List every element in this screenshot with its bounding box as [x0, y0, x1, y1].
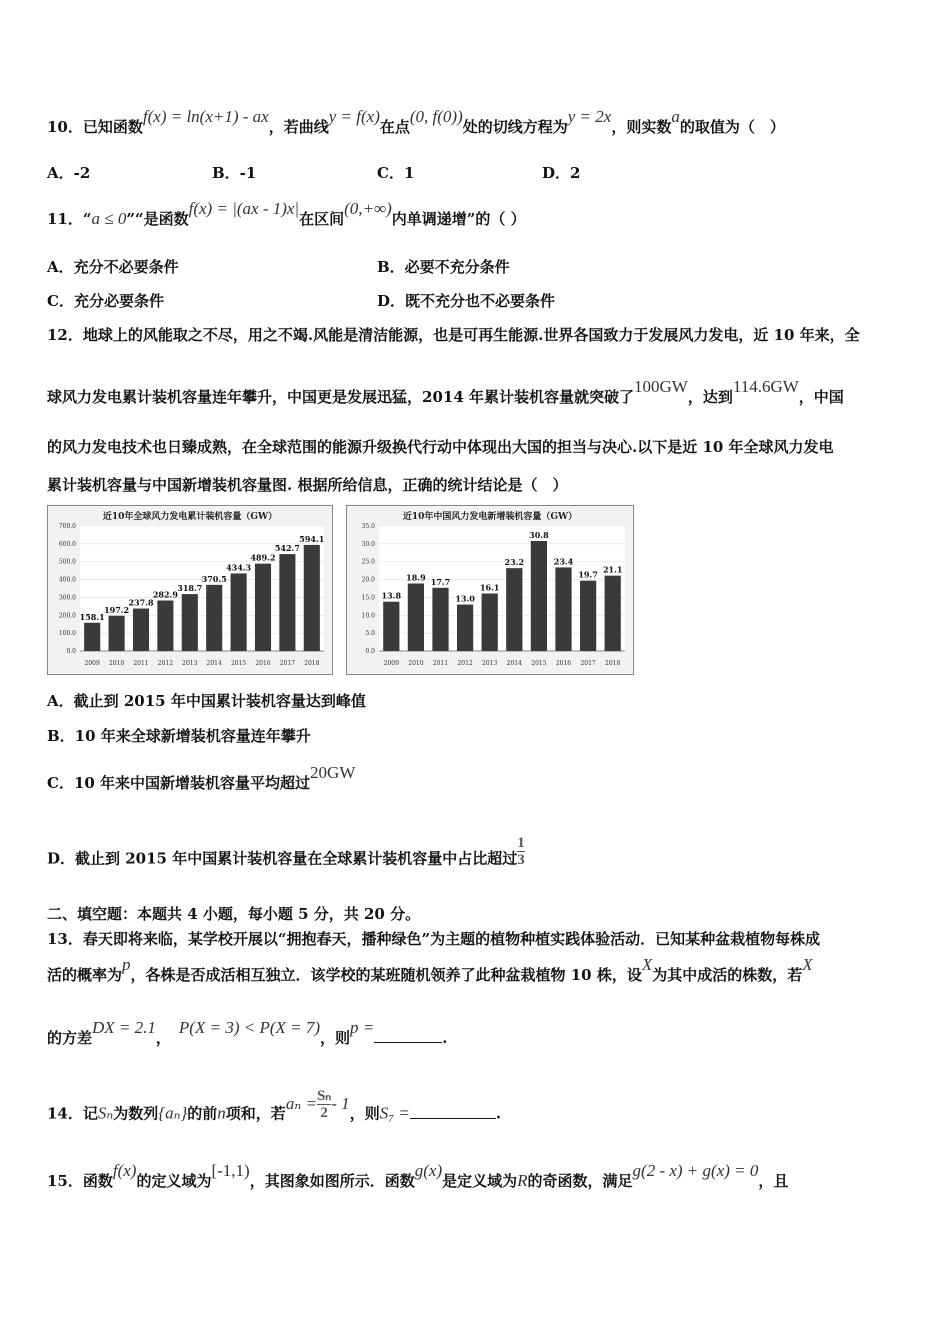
q12-option-b: B．10 年来全球新增装机容量连年攀升: [47, 727, 311, 745]
y-tick-label: 200.0: [58, 612, 76, 620]
data-label: 19.7: [578, 569, 598, 580]
question-14: 14．记Sₙ为数列{aₙ}的前n项和，若aₙ = $\frac{\text{Sₙ}}{2}$ - 1，则S₇ = .: [47, 1088, 502, 1123]
math-expression: y = 2x: [567, 107, 612, 126]
y-tick-label: 300.0: [58, 594, 76, 602]
data-label: 16.1: [479, 582, 500, 593]
math-expression: [-1,1): [211, 1161, 250, 1180]
x-tick-label: 2013: [182, 660, 198, 667]
math-expression: Sₙ: [97, 1103, 114, 1123]
y-tick-label: 600.0: [58, 540, 76, 548]
data-label: 23.4: [553, 556, 574, 567]
data-label: 158.1: [79, 611, 105, 622]
bar-2014: [506, 568, 522, 651]
bar-2013: [482, 594, 498, 652]
global-capacity-chart: [47, 505, 333, 675]
data-label: 434.3: [226, 562, 252, 573]
data-label: 17.7: [430, 576, 451, 587]
chart-title: 近10年中国风力发电新增装机容量（GW）: [402, 512, 578, 522]
y-tick-label: 35.0: [361, 523, 375, 530]
question-11: 11．“a ≤ 0”“是函数f(x) = |(ax - 1)x|在区间(0,+∞)内单调递增”的（ ）: [47, 199, 526, 228]
bar-2012: [457, 605, 473, 651]
china-new-capacity-chart: [346, 505, 634, 675]
math-expression: g(2 - x) + g(x) = 0: [632, 1161, 759, 1180]
q11-option-d: D．既不充分也不必要条件: [377, 292, 556, 310]
x-tick-label: 2017: [580, 660, 596, 667]
chart-svg: [347, 506, 633, 674]
data-label: 23.2: [504, 557, 525, 568]
section-heading: 二、填空题：本题共 4 小题，每小题 5 分，共 20 分。: [47, 905, 421, 923]
math-expression: (0,+∞): [344, 199, 392, 218]
x-tick-label: 2010: [108, 660, 125, 667]
math-expression: {aₙ}: [158, 1103, 188, 1123]
answer-blank[interactable]: [410, 1118, 496, 1119]
y-tick-label: 15.0: [361, 594, 375, 602]
math-expression: n: [217, 1103, 226, 1123]
x-tick-label: 2015: [531, 660, 547, 667]
x-tick-label: 2014: [506, 660, 522, 667]
bar-2012: [157, 600, 173, 651]
math-expression: 20GW: [310, 763, 356, 782]
q13-line-1: 13．春天即将来临，某学校开展以“拥抱春天，播种绿色”为主题的植物种植实践体验活动．已知某种盆栽植物每株成: [47, 930, 821, 948]
data-label: 30.8: [529, 530, 549, 540]
data-label: 13.8: [381, 590, 402, 601]
math-expression: a ≤ 0: [91, 209, 127, 228]
bar-2011: [133, 609, 149, 651]
x-tick-label: 2015: [230, 660, 247, 667]
math-expression: P(X = 3) < P(X = 7): [178, 1018, 321, 1037]
q12-option-c: C．10 年来中国新增装机容量平均超过20GW: [47, 763, 356, 792]
q11-option-a: A．充分不必要条件: [47, 258, 179, 276]
y-tick-label: 25.0: [361, 558, 375, 566]
x-tick-label: 2009: [383, 660, 399, 667]
y-tick-label: 400.0: [58, 576, 76, 584]
bar-2017: [580, 581, 596, 651]
data-label: 318.7: [177, 583, 203, 594]
y-tick-label: 0.0: [365, 648, 375, 655]
y-tick-label: 100.0: [58, 630, 76, 638]
math-expression: p: [122, 955, 131, 974]
q12-line-1: 12．地球上的风能取之不尽，用之不竭.风能是清洁能源，也是可再生能源.世界各国致力于发展风力发电，近 10 年来，全: [47, 326, 860, 344]
x-tick-label: 2012: [157, 660, 174, 667]
math-expression: p =: [350, 1018, 375, 1037]
x-tick-label: 2013: [482, 660, 498, 667]
bar-2014: [206, 585, 222, 651]
x-tick-label: 2016: [255, 660, 271, 667]
math-expression: f(x) = |(ax - 1)x|: [188, 199, 300, 218]
math-expression: X: [641, 955, 653, 974]
math-expression: f(x) = ln(x+1) - ax: [142, 107, 269, 126]
fraction: $\frac{\text{Sₙ}}{2}$: [316, 1088, 332, 1121]
bar-2010: [408, 584, 424, 652]
q10-option-c: C．1: [377, 164, 415, 182]
bar-2016: [555, 567, 571, 651]
bar-2009: [84, 623, 100, 651]
x-tick-label: 2011: [432, 660, 449, 667]
q12-line-2: 球风力发电累计装机容量连年攀升，中国更是发展迅猛，2014 年累计装机容量就突破了100GW，达到114.6GW，中国: [47, 377, 844, 406]
math-expression: DX = 2.1: [92, 1018, 156, 1037]
data-label: 594.1: [299, 533, 325, 544]
q13-line-3: 的方差DX = 2.1，P(X = 3) < P(X = 7)，则p =.: [47, 1018, 448, 1047]
bar-2016: [255, 564, 271, 651]
math-expression: - 1: [331, 1093, 350, 1113]
x-tick-label: 2010: [408, 660, 424, 667]
data-label: 542.7: [274, 543, 300, 554]
math-expression: y = f(x): [328, 107, 380, 126]
bar-2018: [605, 576, 621, 651]
data-label: 237.8: [128, 597, 154, 608]
q10-option-d: D．2: [542, 164, 581, 182]
data-label: 282.9: [152, 589, 178, 600]
bar-2015: [531, 541, 547, 651]
q11-option-c: C．充分必要条件: [47, 292, 164, 310]
bar-2009: [383, 602, 399, 651]
x-tick-label: 2014: [206, 660, 222, 667]
chart-title: 近10年全球风力发电累计装机容量（GW）: [102, 512, 278, 522]
x-tick-label: 2018: [605, 660, 621, 667]
data-label: 370.5: [201, 573, 227, 584]
bar-2011: [432, 588, 448, 651]
math-expression: R: [517, 1171, 528, 1190]
math-expression: (0, f(0)): [409, 107, 463, 126]
x-tick-label: 2012: [457, 660, 473, 667]
math-expression: 100GW: [633, 377, 688, 396]
math-expression: aₙ =: [285, 1093, 317, 1113]
math-expression: g(x): [414, 1161, 443, 1180]
x-tick-label: 2009: [84, 660, 100, 667]
q13-line-2: 活的概率为p，各株是否成活相互独立．该学校的某班随机领养了此种盆栽植物 10 株，设X为其中成活的株数，若X: [47, 955, 813, 984]
chart-svg: [48, 506, 332, 674]
y-tick-label: 0.0: [66, 648, 76, 655]
q12-line-4: 累计装机容量与中国新增装机容量图. 根据所给信息，正确的统计结论是（ ）: [47, 476, 568, 494]
data-label: 489.2: [250, 552, 276, 563]
y-tick-label: 700.0: [58, 523, 76, 530]
x-tick-label: 2018: [304, 660, 320, 667]
y-tick-label: 20.0: [361, 576, 375, 584]
data-label: 21.1: [602, 564, 623, 575]
q10-option-b: B．-1: [212, 164, 257, 182]
y-tick-label: 5.0: [365, 630, 375, 638]
math-expression: X: [802, 955, 813, 974]
x-tick-label: 2011: [133, 660, 149, 667]
bar-2015: [231, 573, 247, 651]
x-tick-label: 2017: [279, 660, 296, 667]
answer-blank[interactable]: [374, 1042, 442, 1043]
q10-option-a: A．-2: [47, 164, 91, 182]
data-label: 197.2: [104, 604, 130, 615]
data-label: 18.9: [406, 572, 426, 583]
question-15: 15．函数f(x)的定义域为[-1,1)，其图象如图所示．函数g(x)是定义域为R的奇函数，满足g(2 - x) + g(x) = 0，且: [47, 1161, 789, 1190]
math-expression: 114.6GW: [732, 377, 799, 396]
q12-line-3: 的风力发电技术也日臻成熟，在全球范围的能源升级换代行动中体现出大国的担当与决心.以下是近 10 年全球风力发电: [47, 438, 834, 456]
bar-2010: [109, 616, 125, 651]
question-10: 10．已知函数f(x) = ln(x+1) - ax，若曲线y = f(x)在点(0, f(0))处的切线方程为y = 2x，则实数a的取值为（ ）: [47, 107, 785, 136]
y-tick-label: 500.0: [58, 558, 76, 566]
data-label: 13.0: [455, 593, 475, 604]
bar-2018: [304, 545, 320, 651]
math-expression: S₇ =: [379, 1103, 410, 1123]
y-tick-label: 10.0: [361, 612, 375, 620]
q12-option-d: D．截止到 2015 年中国累计装机容量在全球累计装机容量中占比超过 $\frac{1}{3}$: [47, 835, 525, 868]
math-expression: a: [671, 107, 680, 126]
bar-2017: [279, 554, 295, 651]
q12-option-a: A．截止到 2015 年中国累计装机容量达到峰值: [47, 692, 366, 710]
q11-option-b: B．必要不充分条件: [377, 258, 510, 276]
fraction: $\frac{1}{3}$: [517, 835, 525, 868]
math-expression: f(x): [112, 1161, 137, 1180]
bar-2013: [182, 594, 198, 651]
y-tick-label: 30.0: [361, 540, 375, 548]
x-tick-label: 2016: [555, 660, 572, 667]
